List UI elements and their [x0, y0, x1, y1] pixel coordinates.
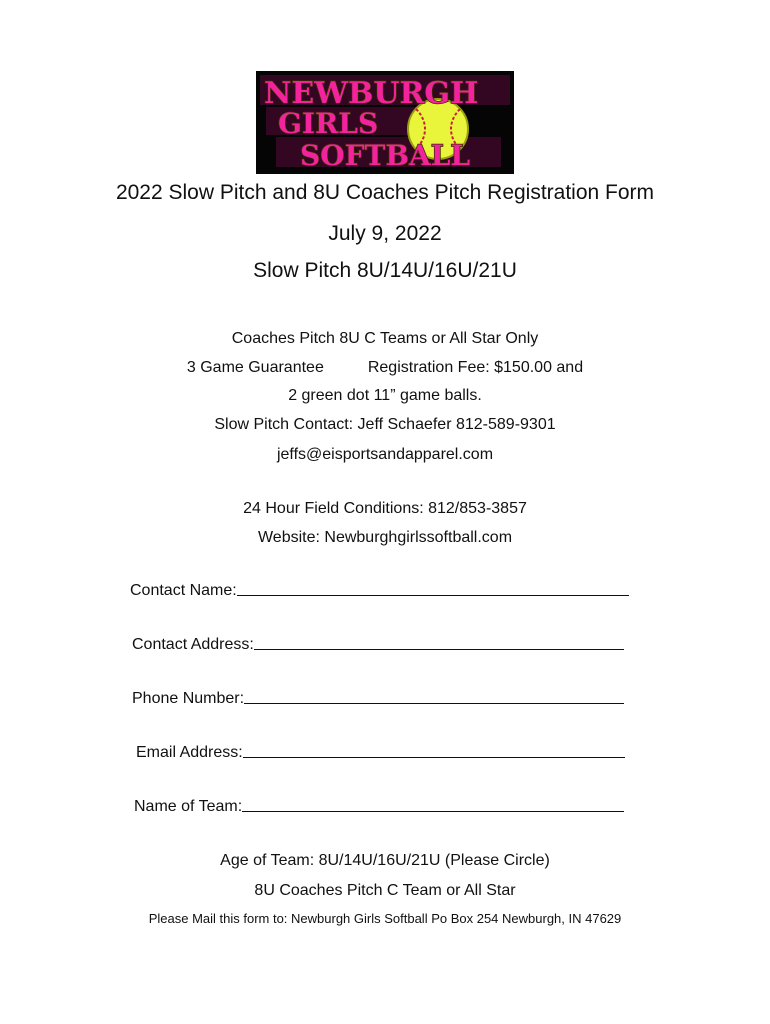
registration-fee: Registration Fee: $150.00 and — [367, 359, 584, 376]
field-conditions: 24 Hour Field Conditions: 812/853-3857 — [243, 500, 527, 517]
mailing-instructions: Please Mail this form to: Newburgh Girls Softball Po Box 254 Newburgh, IN 47629 — [148, 911, 622, 926]
email-address-label: Email Address: — [136, 744, 243, 761]
divisions: Slow Pitch 8U/14U/16U/21U — [253, 259, 517, 282]
logo-line2: GIRLS — [278, 107, 379, 140]
contact-name-label: Contact Name: — [130, 582, 237, 599]
event-date: July 9, 2022 — [328, 222, 442, 245]
logo-graphic — [256, 71, 514, 174]
coaches-pitch-note: Coaches Pitch 8U C Teams or All Star Only — [231, 330, 539, 347]
game-guarantee: 3 Game Guarantee — [186, 359, 324, 376]
age-of-team: Age of Team: 8U/14U/16U/21U (Please Circle) — [220, 852, 550, 869]
contact-address-field[interactable] — [132, 636, 624, 654]
phone-number-field[interactable] — [132, 690, 624, 708]
phone-number-blank[interactable] — [244, 702, 624, 704]
form-title: 2022 Slow Pitch and 8U Coaches Pitch Registration Form — [115, 181, 655, 204]
team-name-blank[interactable] — [242, 810, 624, 812]
phone-number-label: Phone Number: — [132, 690, 245, 707]
contact-email: jeffs@eisportsandapparel.com — [276, 446, 494, 463]
email-address-field[interactable] — [136, 744, 625, 762]
team-name-field[interactable] — [134, 798, 624, 816]
logo-line3: SOFTBALL — [300, 139, 471, 172]
newburgh-girls-softball-logo — [256, 71, 514, 174]
team-name-label: Name of Team: — [134, 798, 243, 815]
coaches-pitch-team-option: 8U Coaches Pitch C Team or All Star — [254, 882, 516, 899]
guarantee-fee-line — [0, 359, 770, 377]
website: Website: Newburghgirlssoftball.com — [257, 529, 513, 546]
contact-address-blank[interactable] — [254, 648, 624, 650]
contact-address-label: Contact Address: — [132, 636, 254, 653]
contact-name-blank[interactable] — [237, 594, 629, 596]
logo-line1: NEWBURGH — [264, 76, 479, 111]
email-address-blank[interactable] — [243, 756, 625, 758]
contact-name-field[interactable] — [130, 582, 629, 600]
slow-pitch-contact: Slow Pitch Contact: Jeff Schaefer 812-589-9301 — [214, 416, 556, 433]
game-balls-note: 2 green dot 11” game balls. — [288, 387, 482, 404]
